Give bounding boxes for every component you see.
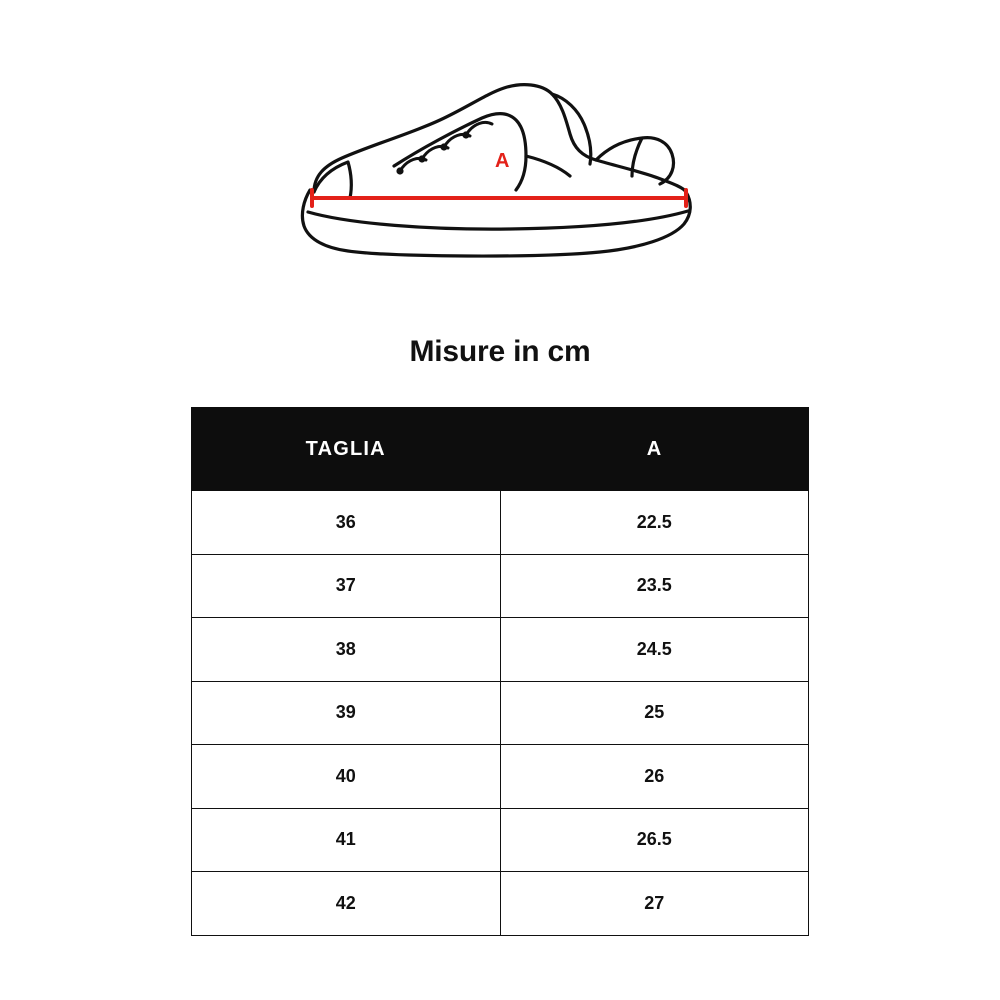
- cell-measure-a: 24.5: [500, 618, 809, 682]
- table-row: [192, 808, 809, 872]
- column-header-taglia: TAGLIA: [192, 408, 501, 491]
- table-row: [192, 745, 809, 809]
- table-body: [192, 491, 809, 936]
- cell-measure-a: 25: [500, 681, 809, 745]
- cell-measure-a: 26.5: [500, 808, 809, 872]
- table-row: [192, 491, 809, 555]
- cell-size: 36: [192, 491, 501, 555]
- shoe-diagram: [290, 72, 710, 287]
- sneaker-icon: [290, 72, 710, 287]
- cell-size: 40: [192, 745, 501, 809]
- cell-measure-a: 27: [500, 872, 809, 936]
- size-table: [191, 407, 809, 936]
- cell-measure-a: 26: [500, 745, 809, 809]
- cell-size: 42: [192, 872, 501, 936]
- column-header-a: A: [500, 408, 809, 491]
- table-row: [192, 681, 809, 745]
- page-title: Misure in cm: [409, 335, 591, 368]
- cell-size: 37: [192, 554, 501, 618]
- table-row: [192, 872, 809, 936]
- measure-label-a: A: [495, 150, 510, 172]
- cell-size: 38: [192, 618, 501, 682]
- cell-size: 41: [192, 808, 501, 872]
- cell-size: 39: [192, 681, 501, 745]
- measure-line-a: [312, 190, 686, 206]
- cell-measure-a: 22.5: [500, 491, 809, 555]
- cell-measure-a: 23.5: [500, 554, 809, 618]
- table-row: [192, 554, 809, 618]
- table-header-row: [192, 408, 809, 491]
- table-row: [192, 618, 809, 682]
- size-table-wrapper: [191, 407, 809, 936]
- table-header: [192, 408, 809, 491]
